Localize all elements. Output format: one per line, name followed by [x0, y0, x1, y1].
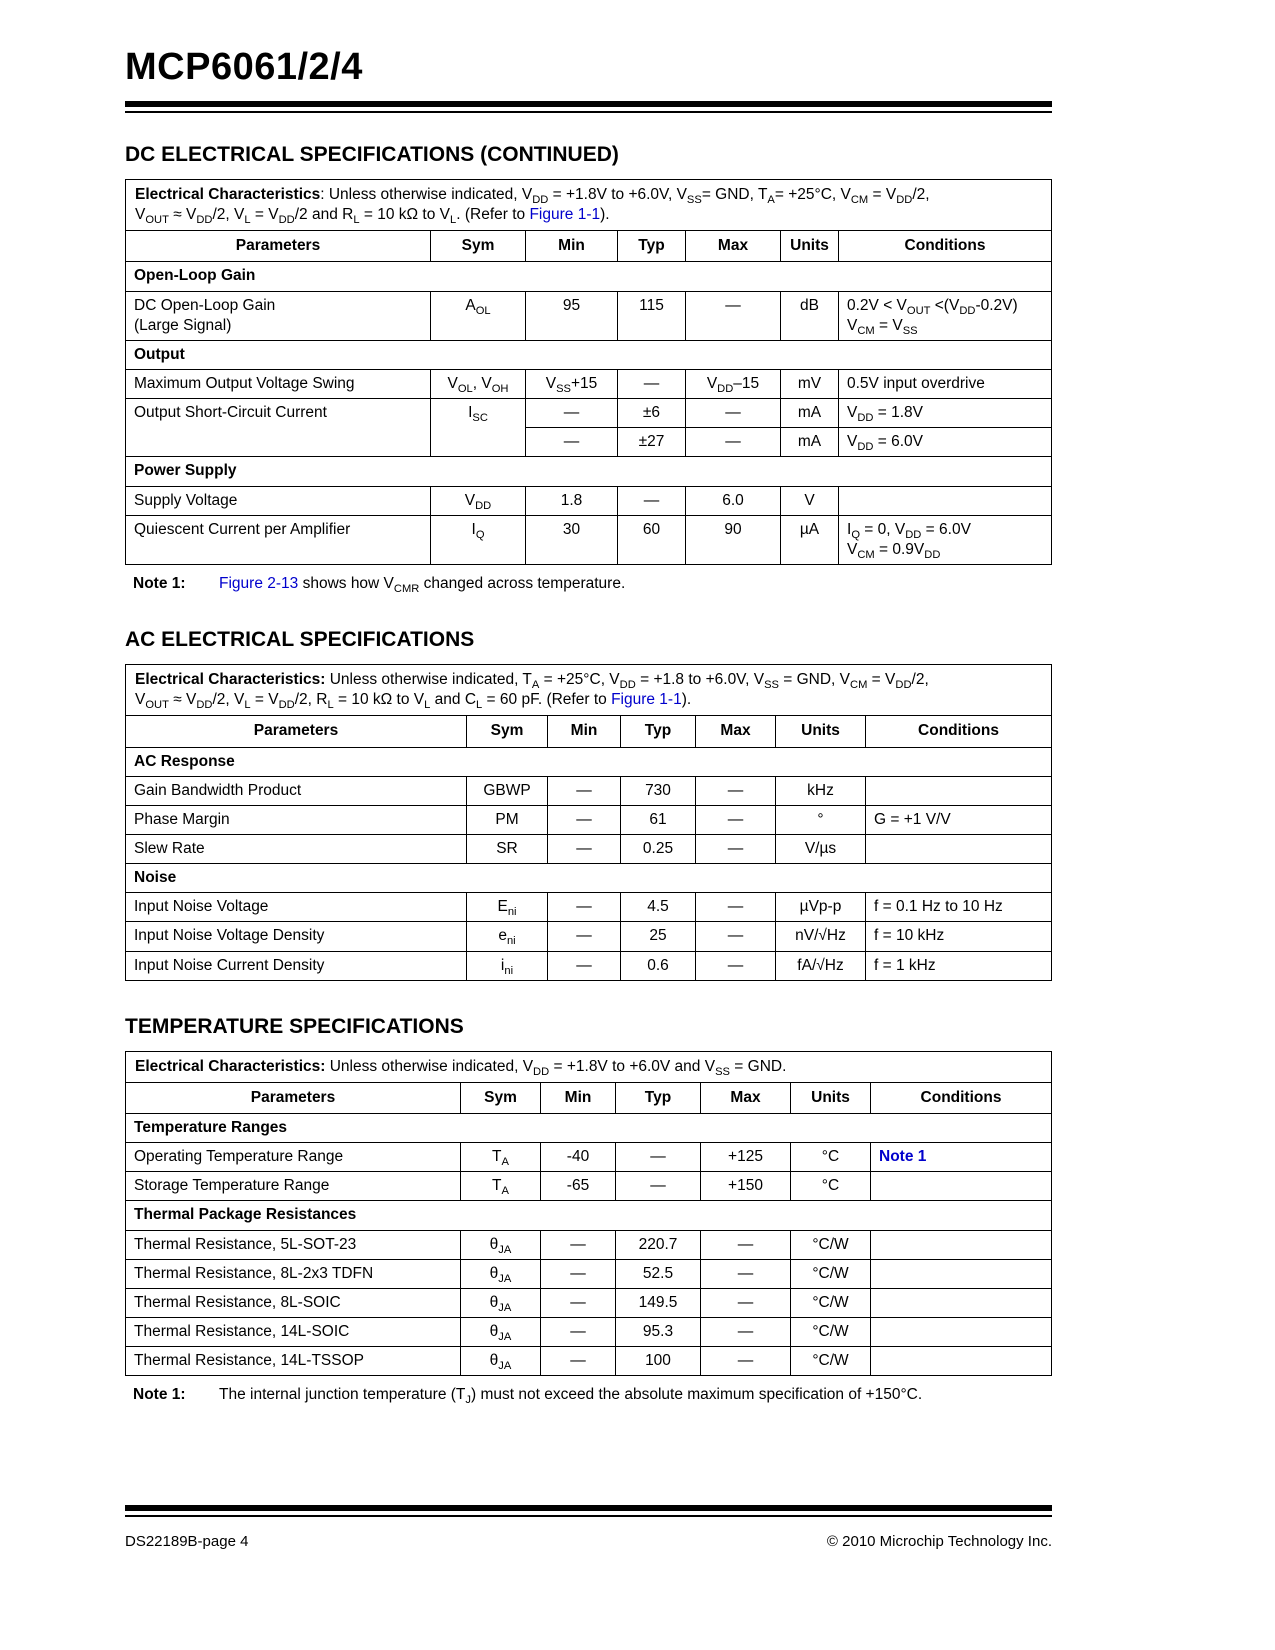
table-cell: $\theta_{JA}$ [461, 1317, 541, 1346]
table-cell: Thermal Resistance, 5L-SOT-23 [126, 1230, 461, 1259]
table-cell: $\theta_{JA}$ [461, 1259, 541, 1288]
table-cell: ±27 [618, 428, 686, 457]
table-cell: Storage Temperature Range [126, 1172, 461, 1201]
table-cell [871, 1172, 1052, 1201]
table-cell: mA [781, 399, 839, 428]
table-cell: µA [781, 515, 839, 564]
table-cell: — [686, 399, 781, 428]
column-header: Units [776, 716, 866, 747]
table-cell [871, 1317, 1052, 1346]
table-cell: — [548, 922, 621, 951]
table-cell: mA [781, 428, 839, 457]
table-cell: $I_{SC}$ [431, 399, 526, 457]
doc-link[interactable]: Figure 2-13 [219, 574, 299, 592]
temperature-spec-table [125, 1051, 1052, 1377]
table-cell: PM [467, 805, 548, 834]
section-heading-ac: AC ELECTRICAL SPECIFICATIONS [125, 628, 475, 652]
table-cell [871, 1347, 1052, 1376]
note-label: Note 1: [133, 1386, 186, 1404]
table-cell: DC Open-Loop Gain (Large Signal) [126, 291, 431, 340]
table-caption-row [126, 1051, 1052, 1082]
section-label: Output [126, 340, 1052, 369]
section-label: Open-Loop Gain [126, 262, 1052, 291]
table-cell [871, 1288, 1052, 1317]
table-section-row [126, 1201, 1052, 1230]
section-label: Thermal Package Resistances [126, 1201, 1052, 1230]
table-cell: Phase Margin [126, 805, 467, 834]
table-caption: Electrical Characteristics: Unless otherwise indicated, $T_A = +25^\circ C$, $V_{DD} = +1.8$ to +6.0V, $V_{SS}$ = GND, $V_{CM} = V_{DD}/2$, $V_{OUT} \approx V_{DD}/2$, $V_L = V_{DD}/2$, $R_L = 10$ kΩ to $V_L$ and $C_L = 60$ pF. (Refer to Figure 1-1). [126, 665, 1052, 716]
column-header: Sym [461, 1082, 541, 1113]
table-cell: — [696, 805, 776, 834]
table-cell: °C/W [791, 1288, 871, 1317]
column-header: Max [686, 231, 781, 262]
table-section-row [126, 747, 1052, 776]
table-cell: °C/W [791, 1317, 871, 1346]
table-cell: f = 10 kHz [866, 922, 1052, 951]
footer-doc-number: DS22189B-page 4 [125, 1533, 249, 1550]
table-cell: — [701, 1230, 791, 1259]
table-cell: fA/√Hz [776, 951, 866, 980]
note-label: Note 1: [133, 574, 186, 592]
table-cell: 52.5 [616, 1259, 701, 1288]
table-cell: -65 [541, 1172, 616, 1201]
table-cell: — [686, 428, 781, 457]
table-cell: $V_{SS}+15$ [526, 369, 618, 398]
table-cell: Operating Temperature Range [126, 1143, 461, 1172]
table-row [126, 951, 1052, 980]
table-cell: $E_{ni}$ [467, 893, 548, 922]
table-section-row [126, 864, 1052, 893]
section-heading-dc: DC ELECTRICAL SPECIFICATIONS (CONTINUED) [125, 143, 619, 166]
column-header: Min [526, 231, 618, 262]
table-caption: Electrical Characteristics: Unless otherwise indicated, $V_{DD} = +1.8V$ to +6.0V and $V_{SS}$ = GND. [126, 1051, 1052, 1082]
table-cell: Thermal Resistance, 8L-SOIC [126, 1288, 461, 1317]
table-cell: 0.25 [621, 834, 696, 863]
page-title: MCP6061/2/4 [125, 46, 363, 88]
table-cell: — [701, 1288, 791, 1317]
table-cell: $I_Q = 0$, $V_{DD} = 6.0V$ $V_{CM} = 0.9V_{DD}$ [839, 515, 1052, 564]
table-row [126, 1230, 1052, 1259]
table-cell: — [541, 1259, 616, 1288]
table-cell: — [541, 1230, 616, 1259]
table-caption-row [126, 180, 1052, 231]
column-header: Parameters [126, 231, 431, 262]
table-section-row [126, 1113, 1052, 1142]
table-cell: $V_{DD} = 6.0V$ [839, 428, 1052, 457]
table-cell: — [696, 922, 776, 951]
table-cell: V/µs [776, 834, 866, 863]
table-cell: $\theta_{JA}$ [461, 1347, 541, 1376]
table-row [126, 834, 1052, 863]
column-header: Sym [431, 231, 526, 262]
table-cell: — [526, 428, 618, 457]
ac-spec-table [125, 664, 1052, 981]
table-cell: — [548, 805, 621, 834]
footer-rule [125, 1505, 1052, 1517]
section-label: AC Response [126, 747, 1052, 776]
table-row [126, 805, 1052, 834]
table-cell: $V_{DD}-15$ [686, 369, 781, 398]
temp-table-note [133, 1385, 1052, 1405]
table-cell: — [616, 1172, 701, 1201]
table-cell: — [548, 893, 621, 922]
footer-copyright: © 2010 Microchip Technology Inc. [826, 1533, 1052, 1550]
column-header: Units [791, 1082, 871, 1113]
table-cell: °C [791, 1172, 871, 1201]
table-cell: 6.0 [686, 486, 781, 515]
table-cell: f = 0.1 Hz to 10 Hz [866, 893, 1052, 922]
table-header-row [126, 1082, 1052, 1113]
table-cell: mV [781, 369, 839, 398]
table-cell: nV/√Hz [776, 922, 866, 951]
column-header: Max [696, 716, 776, 747]
page-footer [125, 1493, 1052, 1550]
table-cell: $T_A$ [461, 1172, 541, 1201]
table-row [126, 369, 1052, 398]
table-cell: °C/W [791, 1230, 871, 1259]
note-text: Figure 2-13 shows how $V_{CMR}$ changed across temperature. [219, 574, 626, 596]
table-cell: Input Noise Voltage [126, 893, 467, 922]
table-cell: — [696, 951, 776, 980]
table-row [126, 776, 1052, 805]
table-cell: Input Noise Current Density [126, 951, 467, 980]
table-cell: °C/W [791, 1259, 871, 1288]
column-header: Typ [618, 231, 686, 262]
table-cell: 61 [621, 805, 696, 834]
table-row [126, 399, 1052, 428]
table-cell: Thermal Resistance, 14L-TSSOP [126, 1347, 461, 1376]
dc-spec-table [125, 179, 1052, 565]
table-cell: — [701, 1259, 791, 1288]
table-cell: °C [791, 1143, 871, 1172]
table-cell: $V_{DD}$ [431, 486, 526, 515]
table-header-row [126, 231, 1052, 262]
doc-link[interactable]: Figure 1-1 [529, 206, 601, 224]
table-cell: — [541, 1288, 616, 1317]
table-cell: — [548, 834, 621, 863]
column-header: Units [781, 231, 839, 262]
table-cell: +150 [701, 1172, 791, 1201]
table-caption-row [126, 665, 1052, 716]
table-cell: 90 [686, 515, 781, 564]
table-cell: Input Noise Voltage Density [126, 922, 467, 951]
header-rule [125, 101, 1052, 113]
table-cell: Maximum Output Voltage Swing [126, 369, 431, 398]
table-cell: ±6 [618, 399, 686, 428]
table-cell: — [686, 291, 781, 340]
table-cell: — [616, 1143, 701, 1172]
table-cell: — [541, 1347, 616, 1376]
table-row [126, 1317, 1052, 1346]
table-cell: 115 [618, 291, 686, 340]
table-cell: — [701, 1347, 791, 1376]
column-header: Min [548, 716, 621, 747]
table-cell: $A_{OL}$ [431, 291, 526, 340]
table-header-row [126, 716, 1052, 747]
table-cell: — [696, 776, 776, 805]
column-header: Typ [616, 1082, 701, 1113]
table-section-row [126, 340, 1052, 369]
table-cell: +125 [701, 1143, 791, 1172]
table-row [126, 1347, 1052, 1376]
section-heading-temp: TEMPERATURE SPECIFICATIONS [125, 1014, 464, 1038]
table-row [126, 1288, 1052, 1317]
table-cell: Thermal Resistance, 14L-SOIC [126, 1317, 461, 1346]
table-cell: 100 [616, 1347, 701, 1376]
table-caption: Electrical Characteristics: Unless otherwise indicated, $V_{DD} = +1.8V$ to +6.0V, $V_{SS}=$ GND, $T_A= +25^\circ C$, $V_{CM} = V_{DD}/2$, $V_{OUT} \approx V_{DD}/2$, $V_L = V_{DD}/2$ and $R_L = 10$ kΩ to $V_L$. (Refer to Figure 1-1). [126, 180, 1052, 231]
table-cell: $0.2V < V_{OUT} <(V_{DD}-0.2V)$ $V_{CM} = V_{SS}$ [839, 291, 1052, 340]
table-cell [839, 486, 1052, 515]
column-header: Min [541, 1082, 616, 1113]
section-label: Temperature Ranges [126, 1113, 1052, 1142]
table-cell: 1.8 [526, 486, 618, 515]
table-cell: G = +1 V/V [866, 805, 1052, 834]
table-row [126, 1143, 1052, 1172]
table-cell: 95 [526, 291, 618, 340]
table-cell: 25 [621, 922, 696, 951]
table-row [126, 291, 1052, 340]
table-cell: 4.5 [621, 893, 696, 922]
table-cell: $V_{OL}$, $V_{OH}$ [431, 369, 526, 398]
section-label: Power Supply [126, 457, 1052, 486]
table-cell: 730 [621, 776, 696, 805]
table-cell: 149.5 [616, 1288, 701, 1317]
table-cell [871, 1143, 1052, 1172]
column-header: Conditions [866, 716, 1052, 747]
dc-table-note [133, 574, 1052, 594]
table-cell: Output Short-Circuit Current [126, 399, 431, 457]
table-section-row [126, 457, 1052, 486]
table-row [126, 515, 1052, 564]
table-cell: $i_{ni}$ [467, 951, 548, 980]
column-header: Parameters [126, 1082, 461, 1113]
table-cell: 0.6 [621, 951, 696, 980]
table-row [126, 1172, 1052, 1201]
table-row [126, 922, 1052, 951]
table-cell: $V_{DD} = 1.8V$ [839, 399, 1052, 428]
table-cell: — [696, 893, 776, 922]
table-cell: 60 [618, 515, 686, 564]
table-row [126, 1259, 1052, 1288]
table-cell: dB [781, 291, 839, 340]
table-cell: $T_A$ [461, 1143, 541, 1172]
table-cell: Slew Rate [126, 834, 467, 863]
column-header: Conditions [871, 1082, 1052, 1113]
section-label: Noise [126, 864, 1052, 893]
table-cell: °C/W [791, 1347, 871, 1376]
doc-link[interactable]: Figure 1-1 [611, 691, 682, 709]
table-cell: Supply Voltage [126, 486, 431, 515]
doc-link[interactable]: Note 1 [879, 1148, 927, 1166]
table-cell: — [548, 776, 621, 805]
column-header: Typ [621, 716, 696, 747]
table-cell: — [618, 369, 686, 398]
note-text: The internal junction temperature $(T_J)$ must not exceed the absolute maximum specification of +150°C. [219, 1386, 923, 1407]
table-cell: Thermal Resistance, 8L-2x3 TDFN [126, 1259, 461, 1288]
table-cell: GBWP [467, 776, 548, 805]
table-cell: kHz [776, 776, 866, 805]
table-cell: — [541, 1317, 616, 1346]
table-cell: -40 [541, 1143, 616, 1172]
table-cell: 220.7 [616, 1230, 701, 1259]
table-cell: — [526, 399, 618, 428]
column-header: Sym [467, 716, 548, 747]
table-cell [871, 1259, 1052, 1288]
table-cell [871, 1230, 1052, 1259]
table-cell: 95.3 [616, 1317, 701, 1346]
table-section-row [126, 262, 1052, 291]
table-row [126, 486, 1052, 515]
table-cell: V [781, 486, 839, 515]
column-header: Max [701, 1082, 791, 1113]
table-cell: $I_Q$ [431, 515, 526, 564]
table-cell: — [548, 951, 621, 980]
column-header: Parameters [126, 716, 467, 747]
table-cell: $\theta_{JA}$ [461, 1230, 541, 1259]
table-cell: — [701, 1317, 791, 1346]
table-cell: f = 1 kHz [866, 951, 1052, 980]
table-cell [866, 834, 1052, 863]
table-row [126, 893, 1052, 922]
table-cell: SR [467, 834, 548, 863]
table-cell: Quiescent Current per Amplifier [126, 515, 431, 564]
table-cell: 30 [526, 515, 618, 564]
table-cell: — [618, 486, 686, 515]
table-cell [866, 776, 1052, 805]
table-cell: — [696, 834, 776, 863]
table-cell: $e_{ni}$ [467, 922, 548, 951]
column-header: Conditions [839, 231, 1052, 262]
table-cell: ° [776, 805, 866, 834]
table-cell: $\theta_{JA}$ [461, 1288, 541, 1317]
table-cell: Gain Bandwidth Product [126, 776, 467, 805]
table-cell: µVp-p [776, 893, 866, 922]
table-cell: 0.5V input overdrive [839, 369, 1052, 398]
